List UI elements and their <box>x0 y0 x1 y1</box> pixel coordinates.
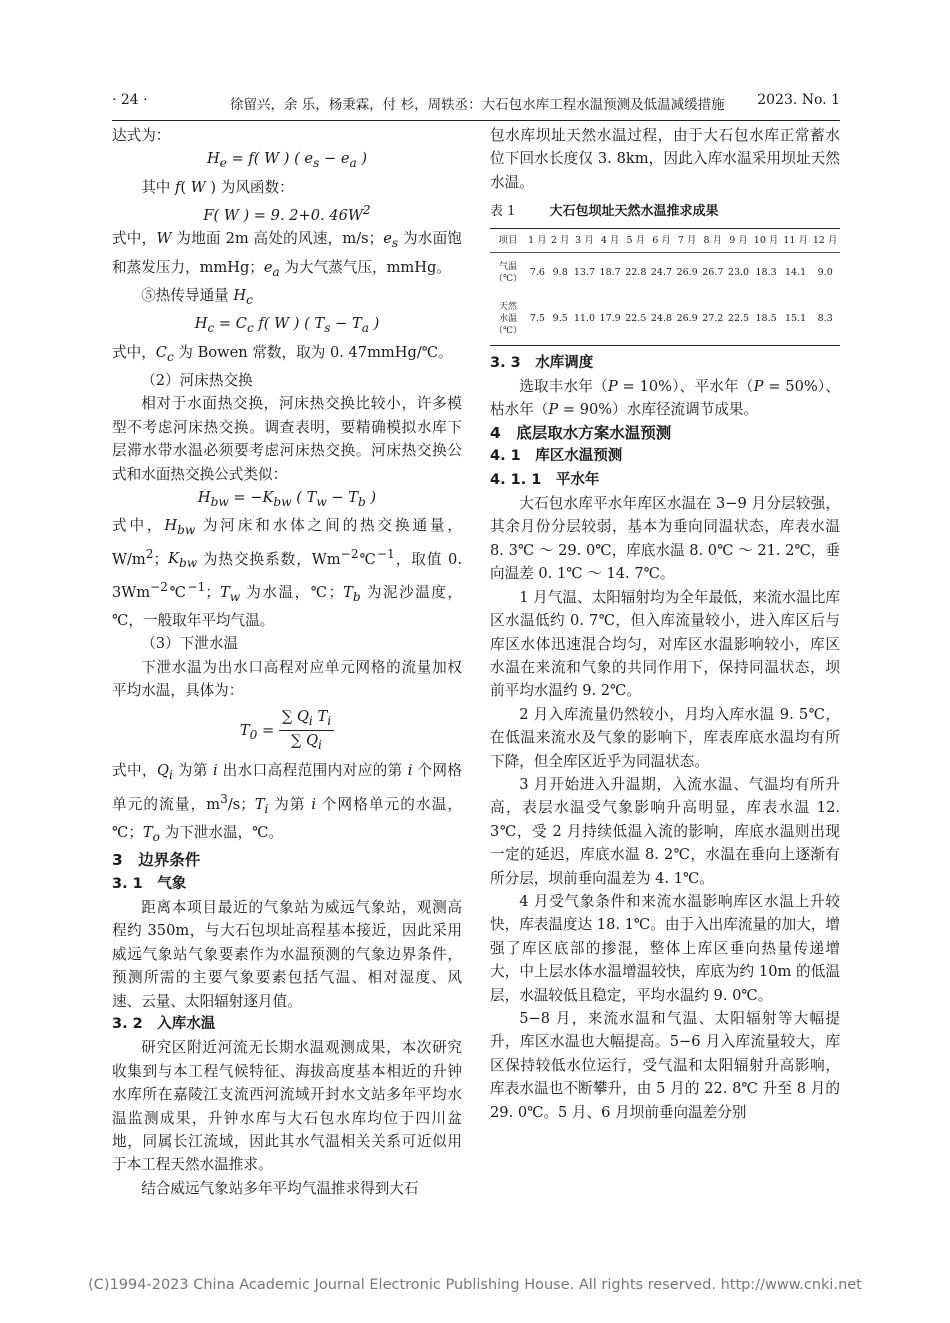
table-cell: 13.7 <box>573 267 596 279</box>
table-row <box>490 293 840 346</box>
table-title: 大石包坝址天然水温推求成果 <box>549 204 719 220</box>
equation-hc: $H_c = C_c$ f( W ) ( $T_s - T_a$ ) <box>194 315 380 336</box>
equation-hbw: $H_{bw} = -K_{bw}$ ( $T_w - T_b$ ) <box>197 488 377 509</box>
paragraph: 式中，$Q_i$ 为第 i 出水口高程范围内对应的第 i 个网格单元的流量，$m^3/s$；$T_i$ 为第 i 个网格单元的水温，℃；$T_o$ 为下泄水温，℃。 <box>112 762 463 844</box>
paragraph: 达式为： <box>112 127 171 144</box>
table-header-cell: 10 月 <box>751 228 781 252</box>
paragraph: 2 月入库流量仍然较小，月均入库水温 9. 5℃，在低温来流水及气象的影响下，库表库底水温均有所下降，但全库区近乎为同温状态。 <box>490 705 840 770</box>
water-temperature-table <box>490 228 840 346</box>
table-header-cell: 8 月 <box>700 228 726 252</box>
table-header-cell: 5 月 <box>623 228 649 252</box>
table-header-cell: 9 月 <box>726 228 752 252</box>
table-cell: 24.8 <box>649 293 675 346</box>
equation-t0 <box>112 707 462 756</box>
table-cell: 11.0 <box>572 293 598 346</box>
paragraph: 4 月受气象条件和来流水温影响库区水温上升较快，库表温度达 18. 1℃。由于入出库流量的加大，增强了库区底部的掺混，整体上库区垂向热量传递增大，中上层水体水温增温较快，库底为约 10m 的低温层，水温较低且稳定，平均水温约 9. 0℃。 <box>490 892 840 1004</box>
table-header-cell: 1 月 <box>526 228 549 252</box>
table-cell: 26.7 <box>702 267 724 279</box>
paragraph: 下泄水温为出水口高程对应单元网格的流量加权平均水温，具体为： <box>112 658 462 700</box>
table-header-cell: 12 月 <box>810 228 840 252</box>
table-cell: 17.9 <box>597 293 623 346</box>
paragraph: 1 月气温、太阳辐射均为全年最低，来流水温比库区水温低约 0. 7℃，但入库流量较小，进入库区后与库区水体迅速混合均匀，对库区水温影响较小，库区水温在来流和气象的共同作用下，保持同温状态，坝前平均水温约 9. 2℃。 <box>490 588 840 700</box>
table-header-cell: 11 月 <box>781 228 811 252</box>
fraction <box>279 707 334 756</box>
header-rule <box>112 120 840 121</box>
table-cell: 8.3 <box>810 293 840 346</box>
paragraph: 式中，$C_c$ 为 Bowen 常数，取为 0. 47mmHg/℃。 <box>112 343 453 364</box>
table-header-cell: 6 月 <box>649 228 675 252</box>
paragraph: 距离本项目最近的气象站为威远气象站，观测高程约 350m，与大石包坝址高程基本接近，因此采用威远气象站气象要素作为水温预测的气象边界条件，预测所需的主要气象要素包括气温、相对湿度、风速、云量、太阳辐射逐月值。 <box>112 899 462 1010</box>
table-cell: 15.1 <box>781 293 811 346</box>
fraction-denominator: ∑ $Q_i$ <box>291 732 322 753</box>
paragraph: 大石包水库平水年库区水温在 3−9 月分层较强，其余月份分层较弱，基本为垂向同温状态，库表水温 8. 3℃ ～ 29. 0℃，库底水温 8. 0℃ ～ 21. 2℃，垂向温差 0. 1℃ ～ 14. 7℃。 <box>490 495 840 583</box>
paragraph: 相对于水面热交换，河床热交换比较小，许多模型不考虑河床热交换。调查表明，要精确模拟水库下层滞水带水温必须要考虑河床热交换。河床热交换公式和水面热交换公式类似： <box>112 395 462 483</box>
running-header <box>112 92 840 114</box>
equation-lhs: $T_0$ = <box>239 721 275 742</box>
table-cell: 26.9 <box>676 267 698 279</box>
subheading: （2）河床热交换 <box>141 371 253 389</box>
table-cell: 14.1 <box>785 267 807 279</box>
paragraph: 研究区附近河流无长期水温观测成果，本次研究收集到与本工程气候特征、海拔高度基本相近的升钟水库所在嘉陵江支流西河流域开封水文站多年平均水温监测成果，升钟水库与大石包水库均位于四川盆地，同属长江流域，因此其水气温相关关系可近似用于本工程天然水温推求。 <box>112 1039 462 1174</box>
table-header-cell: 项目 <box>490 228 526 252</box>
issue-number: 2023. No. 1 <box>757 92 840 108</box>
table-header-row <box>490 228 840 252</box>
table-cell: 7.5 <box>526 293 549 346</box>
table-body <box>490 252 840 345</box>
table-header-cell: 3 月 <box>572 228 598 252</box>
table-cell: 7.6 <box>529 267 545 279</box>
table-header-cell: 2 月 <box>549 228 572 252</box>
table-cell: 22.8 <box>625 267 647 279</box>
equation-he: $H_e = f$( W ) ( $e_s - e_a$ ) <box>206 150 368 171</box>
subsection-heading: 4. 1 库区水温预测 <box>490 448 623 465</box>
table-header-cell: 4 月 <box>597 228 623 252</box>
table-cell: 9.0 <box>817 267 833 279</box>
paragraph: 其中 f( W ) 为风函数： <box>141 178 294 196</box>
table-cell: 26.9 <box>674 293 700 346</box>
paragraph: 结合威远气象站多年平均气温推求得到大石 <box>141 1179 419 1197</box>
table-caption <box>490 200 840 223</box>
paragraph: 选取丰水年（P = 10%）、平水年（P = 50%）、枯水年（P = 90%）水库径流调节成果。 <box>490 378 840 419</box>
subsection-heading: 3. 1 气象 <box>112 875 187 892</box>
running-title: 徐留兴，余 乐，杨秉霖，付 杉，周轶丞：大石包水库工程水温预测及低温减缓措施 <box>230 97 725 113</box>
copyright-footer: (C)1994-2023 China Academic Journal Electronic Publishing House. All rights reserved. http://www.cnki.net <box>88 1277 862 1293</box>
table-cell: 22.5 <box>726 293 752 346</box>
table-cell: 9.5 <box>549 293 572 346</box>
table-row-label: 气温 （℃） <box>493 261 523 284</box>
subsection-heading: 3. 2 入库水温 <box>112 1016 216 1033</box>
paragraph: 3 月开始进入升温期，入流水温、气温均有所升高，表层水温受气象影响升高明显，库表水温 12. 3℃，受 2 月持续低温入流的影响，库底水温则出现一定的延迟，库底水温 8. 2℃，水温在垂向上逐渐有所分层，坝前垂向温差为 4. 1℃。 <box>490 775 840 887</box>
subsubsection-heading: 4. 1. 1 平水年 <box>490 471 600 488</box>
table-cell: 9.8 <box>552 267 568 279</box>
paragraph: 5−8 月，来流水温和气温、太阳辐射等大幅提升，库区水温也大幅提高。5−6 月入库流量较大，库区保持较低水位运行，受气温和太阳辐射升高影响，库表水温也不断攀升，由 5 月的 22. 8℃ 升至 8 月的 29. 0℃。5 月、6 月坝前垂向温差分别 <box>490 1010 840 1121</box>
table-row <box>490 252 840 293</box>
subheading: （3）下泄水温 <box>141 635 239 653</box>
table-cell: 22.5 <box>623 293 649 346</box>
paragraph: 式中，W 为地面 2m 高处的风速，m/s；$e_s$ 为水面饱和蒸发压力，mmHg；$e_a$ 为大气蒸气压，mmHg。 <box>112 230 462 279</box>
section-heading: 3 边界条件 <box>112 851 201 870</box>
page-number: · 24 · <box>112 92 148 108</box>
subsection-heading: 3. 3 水库调度 <box>490 354 594 371</box>
table-cell: 27.2 <box>700 293 726 346</box>
table-cell: 24.7 <box>650 267 673 279</box>
right-column <box>490 124 840 1124</box>
paragraph: 包水库坝址天然水温过程，由于大石包水库正常蓄水位下回水长度仅 3. 8km，因此入库水温采用坝址天然水温。 <box>490 127 840 191</box>
table-cell: 18.7 <box>599 267 621 279</box>
table-cell: 23.0 <box>727 267 750 279</box>
left-column <box>112 124 462 1200</box>
fraction-numerator: ∑ $Q_i$ $T_i$ <box>279 707 334 732</box>
table-cell: 18.3 <box>755 267 777 279</box>
paragraph: 式中，$H_{bw}$ 为河床和水体之间的热交换通量，$W/m^2$；$K_{bw}$ 为热交换系数，$Wm^{-2}℃^{-1}$，取值 0. $3Wm^{-2}℃^{-1}$；$T_w$ 为水温，℃；$T_b$ 为泥沙温度，℃，一般取年平均气温。 <box>112 517 463 629</box>
paragraph: ⑤热传导通量 $H_c$ <box>141 287 253 307</box>
table-header-cell: 7 月 <box>674 228 700 252</box>
section-heading: 4 底层取水方案水温预测 <box>490 423 672 442</box>
equation-fw: F( W ) = 9. 2+0. $46W^2$ <box>203 203 371 224</box>
table-cell: 18.5 <box>751 293 781 346</box>
table-number: 表 1 <box>490 204 516 220</box>
table-row-label: 天然 水温 （℃） <box>490 293 526 346</box>
